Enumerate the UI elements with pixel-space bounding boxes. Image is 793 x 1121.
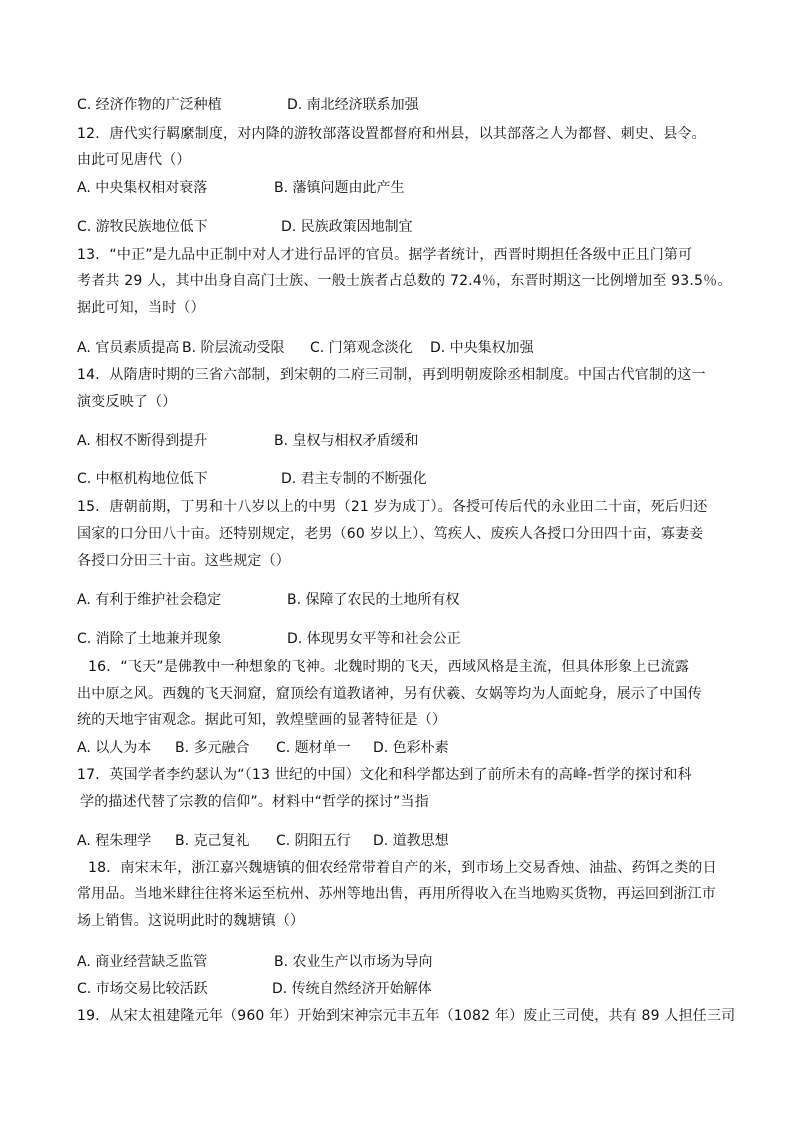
q13-option-d: D. 中央集权加强 [430, 340, 534, 356]
q15-option-b: B. 保障了农民的土地所有权 [287, 592, 460, 608]
q18-option-a: A. 商业经营缺乏监管 [77, 954, 208, 970]
q18-stem-line1: 18．南宋末年，浙江嘉兴魏塘镇的佃农经常带着自产的米，到市场上交易香烛、油盐、药饵之类的日 [88, 860, 717, 876]
q14-option-b: B. 皇权与相权矛盾缓和 [274, 433, 419, 449]
q18-stem-line3: 场上销售。这说明此时的魏塘镇（） [77, 913, 305, 929]
q17-option-a: A. 程朱理学 [77, 833, 152, 849]
q12-option-d: D. 民族政策因地制宜 [281, 219, 413, 235]
q16-stem-line3: 统的天地宇宙观念。据此可知，敦煌壁画的显著特征是（） [77, 712, 447, 728]
q13-option-b: B. 阶层流动受限 [182, 340, 285, 356]
q14-option-c: C. 中枢机构地位低下 [77, 471, 208, 487]
q16-option-a: A. 以人为本 [77, 740, 152, 756]
q12-stem-line1: 12．唐代实行羁縻制度，对内降的游牧部落设置都督府和州县，以其部落之人为都督、刺史、县令。 [77, 126, 706, 142]
prev-option-d: D. 南北经济联系加强 [287, 97, 419, 113]
q12-option-c: C. 游牧民族地位低下 [77, 219, 208, 235]
q18-option-c: C. 市场交易比较活跃 [77, 981, 208, 997]
q18-stem-line2: 常用品。当地米肆往往将米运至杭州、苏州等地出售，再用所得收入在当地购买货物，再运回到浙江市 [77, 886, 716, 902]
q15-stem-line1: 15．唐朝前期，丁男和十八岁以上的中男（21 岁为成丁）。各授可传后代的永业田二十亩，死后归还 [77, 499, 708, 515]
q17-stem-line2: 学的描述代替了宗教的信仰”。材料中“哲学的探讨”当指 [80, 794, 429, 810]
q18-option-d: D. 传统自然经济开始解体 [272, 981, 432, 997]
q15-stem-line2: 国家的口分田八十亩。还特别规定，老男（60 岁以上）、笃疾人、废疾人各授口分田四十亩，寡妻妾 [77, 526, 704, 542]
q19-stem-line1: 19．从宋太祖建隆元年（960 年）开始到宋神宗元丰五年（1082 年）废止三司使，共有 89 人担任三司 [77, 1008, 736, 1024]
q15-option-a: A. 有利于维护社会稳定 [77, 592, 222, 608]
q13-stem-line1: 13．“中正”是九品中正制中对人才进行品评的官员。据学者统计，西晋时期担任各级中正且门第可 [77, 247, 693, 263]
q15-stem-line3: 各授口分田三十亩。这些规定（） [77, 553, 290, 569]
q18-option-b: B. 农业生产以市场为导向 [274, 954, 433, 970]
q16-stem-line2: 出中原之风。西魏的飞天洞窟，窟顶绘有道教诸神，另有伏羲、女娲等均为人面蛇身，展示了中国传 [77, 686, 702, 702]
q12-option-b: B. 藩镇问题由此产生 [274, 180, 405, 196]
q16-option-c: C. 题材单一 [276, 740, 351, 756]
q14-option-a: A. 相权不断得到提升 [77, 433, 208, 449]
prev-option-c: C. 经济作物的广泛种植 [77, 97, 222, 113]
q13-option-a: A. 官员素质提高 [77, 340, 180, 356]
q13-stem-line3: 据此可知，当时（） [77, 300, 205, 316]
q15-option-c: C. 消除了土地兼并现象 [77, 631, 222, 647]
q15-option-d: D. 体现男女平等和社会公正 [287, 631, 461, 647]
q17-option-b: B. 克己复礼 [175, 833, 250, 849]
q12-stem-line2: 由此可见唐代（） [77, 152, 191, 168]
q16-option-d: D. 色彩朴素 [373, 740, 449, 756]
q17-stem-line1: 17．英国学者李约瑟认为“（13 世纪的中国）文化和科学都达到了前所未有的高峰-哲学的探讨和科 [77, 767, 692, 783]
q14-stem-line1: 14．从隋唐时期的三省六部制，到宋朝的二府三司制，再到明朝废除丞相制度。中国古代官制的这一 [77, 367, 706, 383]
q17-option-d: D. 道教思想 [373, 833, 449, 849]
q14-stem-line2: 演变反映了（） [77, 394, 177, 410]
q16-option-b: B. 多元融合 [175, 740, 250, 756]
q17-option-c: C. 阴阳五行 [276, 833, 351, 849]
q14-option-d: D. 君主专制的不断强化 [281, 471, 427, 487]
q12-option-a: A. 中央集权相对衰落 [77, 180, 208, 196]
q16-stem-line1: 16．“飞天”是佛教中一种想象的飞神。北魏时期的飞天，西域风格是主流，但具体形象上已流露 [88, 659, 690, 675]
q13-stem-line2: 考者共 29 人，其中出身自高门士族、一般士族者占总数的 72.4％，东晋时期这一比例增加至 93.5％。 [77, 273, 732, 289]
q13-option-c: C. 门第观念淡化 [310, 340, 413, 356]
